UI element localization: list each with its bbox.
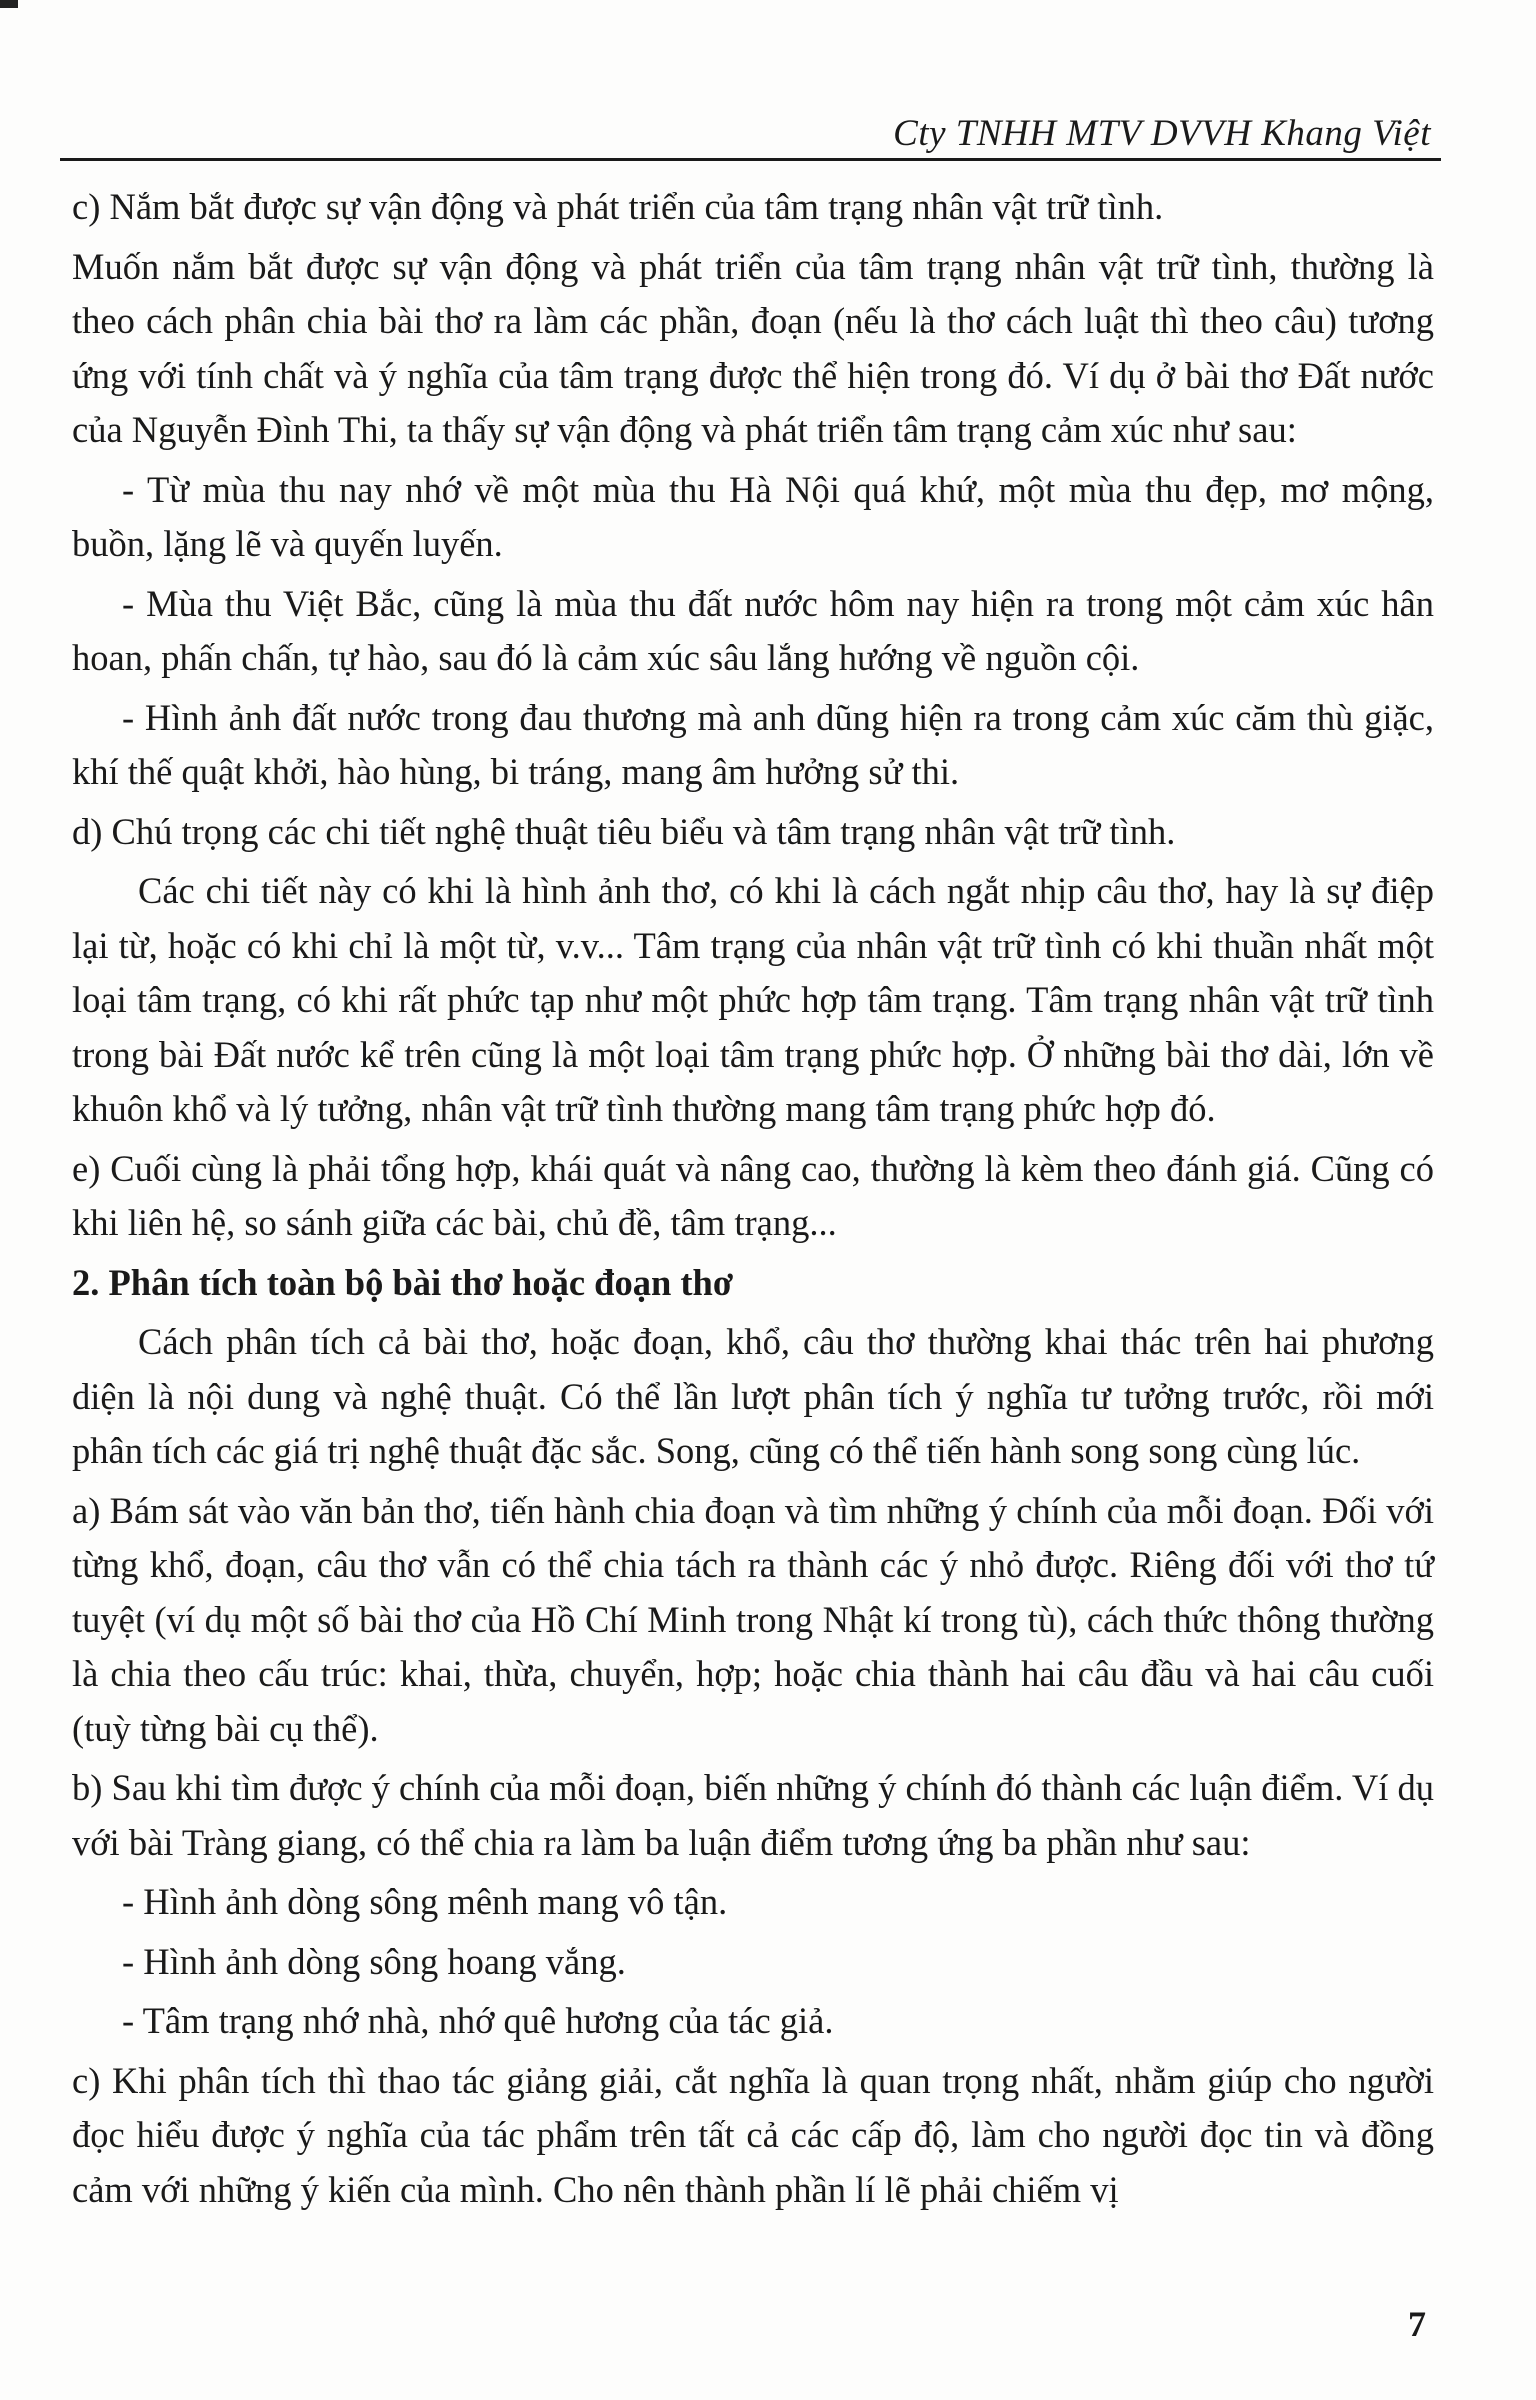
- paragraph-a: a) Bám sát vào văn bản thơ, tiến hành chia đoạn và tìm những ý chính của mỗi đoạn. Đối với từng khổ, đoạn, câu thơ vẫn có thể chia tách ra thành các ý nhỏ được. Riêng đối với thơ tứ tuyệt (ví dụ một số bài thơ của Hồ Chí Minh trong Nhật kí trong tù), cách thức thông thường là chia theo cấu trúc: khai, thừa, chuyển, hợp; hoặc chia thành hai câu đầu và hai câu cuối (tuỳ từng bài cụ thể).: [72, 1489, 1434, 1749]
- bullet-item: - Từ mùa thu nay nhớ về một mùa thu Hà Nội quá khứ, một mùa thu đẹp, mơ mộng, buồn, lặng lẽ và quyến luyến.: [72, 468, 1434, 564]
- paragraph-d-heading: d) Chú trọng các chi tiết nghệ thuật tiêu biểu và tâm trạng nhân vật trữ tình.: [72, 810, 1176, 852]
- page-number: 7: [1408, 2304, 1426, 2344]
- section-intro: Cách phân tích cả bài thơ, hoặc đoạn, khổ, câu thơ thường khai thác trên hai phương diện là nội dung và nghệ thuật. Có thể lần lượt phân tích ý nghĩa tư tưởng trước, rồi mới phân tích các giá trị nghệ thuật đặc sắc. Song, cũng có thể tiến hành song song cùng lúc.: [72, 1321, 1434, 1471]
- bullet-item: - Tâm trạng nhớ nhà, nhớ quê hương của tác giả.: [122, 2000, 834, 2041]
- running-header: Cty TNHH MTV DVVH Khang Việt: [893, 113, 1431, 154]
- paragraph-e: e) Cuối cùng là phải tổng hợp, khái quát và nâng cao, thường là kèm theo đánh giá. Cũng có khi liên hệ, so sánh giữa các bài, chủ đề, tâm trạng...: [72, 1147, 1434, 1243]
- bullet-item: - Hình ảnh đất nước trong đau thương mà anh dũng hiện ra trong cảm xúc căm thù giặc, khí thế quật khởi, hào hùng, bi tráng, mang âm hưởng sử thi.: [72, 696, 1434, 792]
- bullet-item: - Hình ảnh dòng sông hoang vắng.: [122, 1940, 626, 1982]
- paragraph-d-body: Các chi tiết này có khi là hình ảnh thơ, có khi là cách ngắt nhịp câu thơ, hay là sự điệp lại từ, hoặc có khi chỉ là một từ, v.v... Tâm trạng của nhân vật trữ tình có khi thuần nhất một loại tâm trạng, có khi rất phức tạp như một phức hợp tâm trạng. Tâm trạng nhân vật trữ tình trong bài Đất nước kể trên cũng là một loại tâm trạng phức hợp. Ở những bài thơ dài, lớn về khuôn khổ và lý tưởng, nhân vật trữ tình thường mang tâm trạng phức hợp đó.: [72, 870, 1434, 1129]
- header-rule: [60, 158, 1441, 161]
- paragraph-c-analysis: c) Khi phân tích thì thao tác giảng giải, cắt nghĩa là quan trọng nhất, nhằm giúp cho người đọc hiểu được ý nghĩa của tác phẩm trên tất cả các cấp độ, làm cho người đọc tin và đồng cảm với những ý kiến của mình. Cho nên thành phần lí lẽ phải chiếm vị: [72, 2059, 1434, 2210]
- body-text: [72, 180, 1434, 2222]
- bullet-item: - Hình ảnh dòng sông mênh mang vô tận.: [122, 1881, 728, 1922]
- paragraph-c-body: Muốn nắm bắt được sự vận động và phát triển của tâm trạng nhân vật trữ tình, thường là theo cách phân chia bài thơ ra làm các phần, đoạn (nếu là thơ cách luật thì theo câu) tương ứng với tính chất và ý nghĩa của tâm trạng được thể hiện trong đó. Ví dụ ở bài thơ Đất nước của Nguyễn Đình Thi, ta thấy sự vận động và phát triển tâm trạng cảm xúc như sau:: [72, 245, 1434, 450]
- paragraph-c-heading: c) Nắm bắt được sự vận động và phát triển của tâm trạng nhân vật trữ tình.: [72, 186, 1164, 227]
- paragraph-b: b) Sau khi tìm được ý chính của mỗi đoạn, biến những ý chính đó thành các luận điểm. Ví dụ với bài Tràng giang, có thể chia ra làm ba luận điểm tương ứng ba phần như sau:: [72, 1767, 1434, 1863]
- bullet-item: - Mùa thu Việt Bắc, cũng là mùa thu đất nước hôm nay hiện ra trong một cảm xúc hân hoan, phấn chấn, tự hào, sau đó là cảm xúc sâu lắng hướng về nguồn cội.: [72, 582, 1434, 678]
- scan-corner-mark: [0, 0, 18, 8]
- section-heading: 2. Phân tích toàn bộ bài thơ hoặc đoạn thơ: [72, 1261, 734, 1303]
